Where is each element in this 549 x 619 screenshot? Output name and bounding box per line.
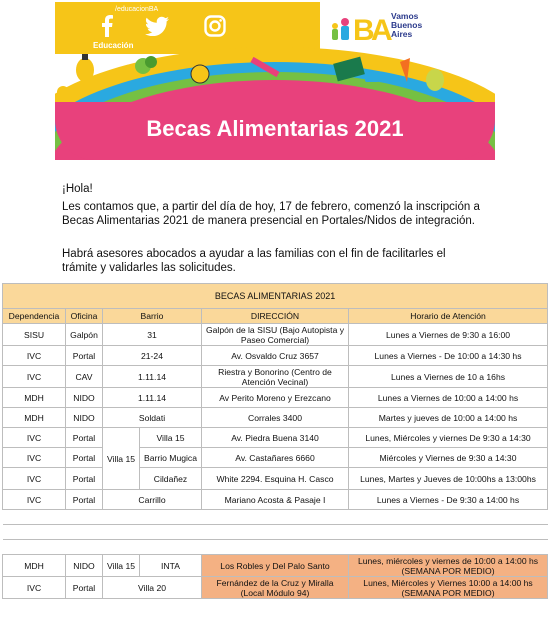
cell-barrio: Villa 15 bbox=[140, 428, 202, 448]
empty-row bbox=[3, 525, 548, 540]
cell-barrio: 21-24 bbox=[103, 346, 202, 366]
table-row bbox=[3, 408, 548, 428]
cell-direccion: Av. Osvaldo Cruz 3657 bbox=[202, 346, 349, 366]
cell-horario: Martes y jueves de 10:00 a 14:00 hs bbox=[349, 408, 548, 428]
cell-barrio-group: Villa 15 bbox=[103, 428, 140, 490]
ba-logo-line2: Buenos bbox=[391, 20, 423, 30]
schedule-table bbox=[2, 283, 548, 599]
cell-barrio: Barrio Mugica bbox=[140, 448, 202, 468]
table-title: BECAS ALIMENTARIAS 2021 bbox=[3, 284, 548, 309]
ba-logo-line3: Aires bbox=[391, 29, 413, 39]
table-row bbox=[3, 468, 548, 490]
cell-barrio: 31 bbox=[103, 324, 202, 346]
cell-horario: Miércoles y Viernes de 9:30 a 14:30 bbox=[349, 448, 548, 468]
cell-dependencia: IVC bbox=[3, 490, 66, 510]
cell-dependencia: MDH bbox=[3, 388, 66, 408]
banner-title: Becas Alimentarias 2021 bbox=[146, 116, 404, 141]
cell-barrio: Soldati bbox=[103, 408, 202, 428]
cell-horario: Lunes a Viernes de 9:30 a 16:00 bbox=[349, 324, 548, 346]
cell-horario: Lunes, miércoles y viernes de 10:00 a 14:00 hs (SEMANA POR MEDIO) bbox=[349, 555, 548, 577]
cell-dependencia: IVC bbox=[3, 346, 66, 366]
cell-oficina: NIDO bbox=[66, 388, 103, 408]
cell-oficina: Portal bbox=[66, 577, 103, 599]
cell-direccion: White 2294. Esquina H. Casco bbox=[202, 468, 349, 490]
ba-logo-text bbox=[391, 12, 422, 39]
hashtag-text: /educacionBA bbox=[115, 6, 159, 13]
cell-horario: Lunes a Viernes de 10:00 a 14:00 hs bbox=[349, 388, 548, 408]
header-oficina: Oficina bbox=[66, 309, 103, 324]
cell-direccion: Av Perito Moreno y Erezcano bbox=[202, 388, 349, 408]
help-paragraph: Habrá asesores abocados a ayudar a las familias con el fin de facilitarles el trámite y validarles las solicitudes. bbox=[62, 248, 446, 274]
cell-direccion: Av. Piedra Buena 3140 bbox=[202, 428, 349, 448]
cell-direccion: Mariano Acosta & Pasaje I bbox=[202, 490, 349, 510]
cell-direccion: Fernández de la Cruz y Miralla (Local Módulo 94) bbox=[202, 577, 349, 599]
cell-barrio-group: Villa 15 bbox=[103, 555, 140, 577]
empty-cell bbox=[3, 540, 548, 555]
empty-cell bbox=[3, 510, 548, 525]
table-title-row bbox=[3, 284, 548, 309]
cell-direccion: Corrales 3400 bbox=[202, 408, 349, 428]
cell-barrio: Carrillo bbox=[103, 490, 202, 510]
header-direccion: DIRECCIÓN bbox=[202, 309, 349, 324]
svg-text:A: A bbox=[371, 14, 393, 47]
cell-direccion: Av. Castañares 6660 bbox=[202, 448, 349, 468]
table-row bbox=[3, 388, 548, 408]
cell-horario: Lunes a Viernes - De 10:00 a 14:30 hs bbox=[349, 346, 548, 366]
education-label: Educación bbox=[93, 41, 134, 50]
facebook-icon[interactable] bbox=[95, 14, 119, 38]
twitter-icon[interactable] bbox=[145, 14, 169, 38]
cell-barrio: Cildañez bbox=[140, 468, 202, 490]
cell-oficina: Portal bbox=[66, 346, 103, 366]
cell-oficina: NIDO bbox=[66, 555, 103, 577]
cell-horario: Lunes, Martes y Jueves de 10:00hs a 13:00hs bbox=[349, 468, 548, 490]
table-row bbox=[3, 324, 548, 346]
empty-cell bbox=[3, 525, 548, 540]
cell-horario: Lunes, Miércoles y Viernes 10:00 a 14:00 hs (SEMANA POR MEDIO) bbox=[349, 577, 548, 599]
cell-oficina: CAV bbox=[66, 366, 103, 388]
cell-barrio: INTA bbox=[140, 555, 202, 577]
cell-barrio: 1.11.14 bbox=[103, 388, 202, 408]
cell-horario: Lunes a Viernes - De 9:30 a 14:00 hs bbox=[349, 490, 548, 510]
empty-row bbox=[3, 540, 548, 555]
cell-dependencia: IVC bbox=[3, 448, 66, 468]
header-horario: Horario de Atención bbox=[349, 309, 548, 324]
table-row bbox=[3, 346, 548, 366]
cell-horario: Lunes, Miércoles y viernes De 9:30 a 14:30 bbox=[349, 428, 548, 448]
table-row bbox=[3, 448, 548, 468]
greeting: ¡Hola! bbox=[62, 183, 93, 195]
cell-direccion: Galpón de la SISU (Bajo Autopista y Paseo Comercial) bbox=[202, 324, 349, 346]
cell-oficina: Portal bbox=[66, 490, 103, 510]
cell-direccion: Riestra y Bonorino (Centro de Atención Vecinal) bbox=[202, 366, 349, 388]
table-row bbox=[3, 366, 548, 388]
table-row bbox=[3, 577, 548, 599]
cell-dependencia: MDH bbox=[3, 408, 66, 428]
table-header-row bbox=[3, 309, 548, 324]
cell-oficina: Portal bbox=[66, 468, 103, 490]
header-dependencia: Dependencia bbox=[3, 309, 66, 324]
cell-oficina: NIDO bbox=[66, 408, 103, 428]
cell-dependencia: MDH bbox=[3, 555, 66, 577]
cell-oficina: Galpón bbox=[66, 324, 103, 346]
cell-dependencia: IVC bbox=[3, 428, 66, 448]
cell-dependencia: IVC bbox=[3, 468, 66, 490]
cell-dependencia: SISU bbox=[3, 324, 66, 346]
empty-row bbox=[3, 510, 548, 525]
svg-text:B: B bbox=[353, 14, 375, 47]
cell-horario: Lunes a Viernes de 10 a 16hs bbox=[349, 366, 548, 388]
cell-oficina: Portal bbox=[66, 448, 103, 468]
table-row bbox=[3, 490, 548, 510]
banner bbox=[55, 2, 495, 160]
cell-barrio: 1.11.14 bbox=[103, 366, 202, 388]
instagram-icon[interactable] bbox=[203, 14, 227, 38]
table-row bbox=[3, 555, 548, 577]
cell-oficina: Portal bbox=[66, 428, 103, 448]
intro-paragraph: Les contamos que, a partir del día de hoy, 17 de febrero, comenzó la inscripción a Becas Alimentarias 2021 de manera presencial en Portales/Nidos de integración. bbox=[62, 201, 480, 227]
header-barrio: Barrio bbox=[103, 309, 202, 324]
cell-direccion: Los Robles y Del Palo Santo bbox=[202, 555, 349, 577]
cell-barrio: Villa 20 bbox=[103, 577, 202, 599]
ba-logo-line1: Vamos bbox=[391, 11, 419, 21]
cell-dependencia: IVC bbox=[3, 366, 66, 388]
cell-dependencia: IVC bbox=[3, 577, 66, 599]
table-row bbox=[3, 428, 548, 448]
